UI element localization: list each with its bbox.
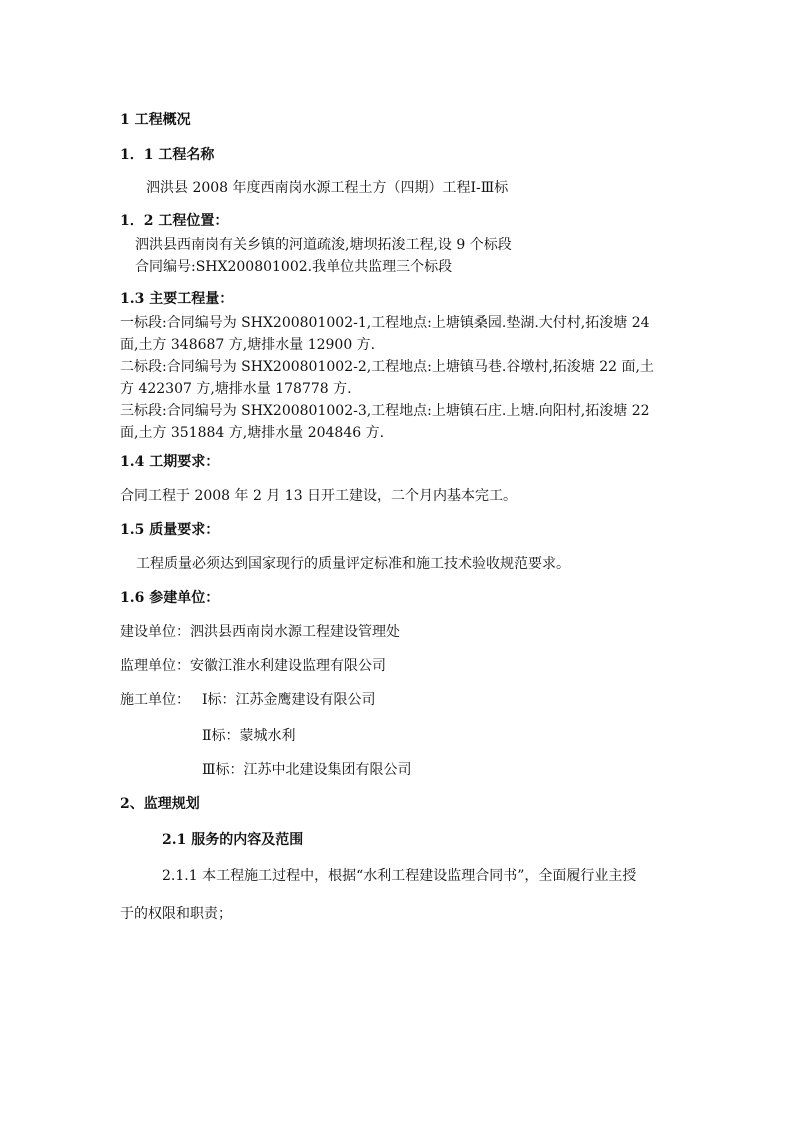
section-2-title: 2、监理规划 [120, 796, 200, 812]
quantity-line: 方 422307 方,塘排水量 178778 方. [120, 381, 352, 397]
quantity-line: 三标段:合同编号为 SHX200801002-3,工程地点:上塘镇石庄.上塘.向阳村,拓浚塘 22 [120, 403, 650, 419]
quantity-line: 面,土方 351884 方,塘排水量 204846 方. [120, 425, 385, 441]
section-1-5-heading: 1.5 质量要求： [120, 522, 220, 538]
owner-unit: 建设单位：泗洪县西南岗水源工程建设管理处 [120, 624, 400, 640]
supervisor-unit: 监理单位：安徽江淮水利建设监理有限公司 [120, 658, 386, 674]
section-1-2-heading: 1．2 工程位置： [120, 213, 229, 229]
location-line-2: 合同编号:SHX200801002.我单位共监理三个标段 [135, 259, 453, 275]
section-1-4-heading: 1.4 工期要求： [120, 454, 220, 470]
quality-text: 工程质量必须达到国家现行的质量评定标准和施工技术验收规范要求。 [136, 556, 570, 572]
section-1-1-heading: 1．1 工程名称 [120, 147, 215, 163]
contractor-label: 施工单位： [120, 692, 190, 708]
quantity-line: 一标段:合同编号为 SHX200801002-1,工程地点:上塘镇桑园.垫湖.大付村,拓浚塘 24 [120, 315, 650, 331]
section-1-6-heading: 1.6 参建单位： [120, 590, 220, 606]
section-1-3-heading: 1.3 主要工程量： [120, 291, 234, 307]
quantity-line: 面,土方 348687 方,塘排水量 12900 方. [120, 337, 376, 353]
location-line-1: 泗洪县西南岗有关乡镇的河道疏浚,塘坝拓浚工程,设 9 个标段 [135, 237, 512, 253]
contractor-item: Ⅱ标：蒙城水利 [202, 728, 296, 744]
quantity-line: 二标段:合同编号为 SHX200801002-2,工程地点:上塘镇马巷.谷墩村,拓浚塘 22 面,土 [120, 359, 654, 375]
service-paragraph-line-1: 2.1.1 本工程施工过程中，根据“水利工程建设监理合同书”，全面履行业主授 [162, 868, 637, 884]
contractor-item: Ⅲ标：江苏中北建设集团有限公司 [202, 762, 412, 778]
project-name-text: 泗洪县 2008 年度西南岗水源工程土方（四期）工程Ⅰ-Ⅲ标 [146, 180, 509, 196]
service-paragraph-line-2: 于的权限和职责； [120, 906, 232, 922]
section-1-title: 1 工程概况 [120, 112, 191, 128]
schedule-text: 合同工程于 2008 年 2 月 13 日开工建设，二个月内基本完工。 [120, 488, 518, 504]
contractor-item: Ⅰ标：江苏金鹰建设有限公司 [202, 692, 376, 708]
section-2-1-heading: 2.1 服务的内容及范围 [162, 832, 304, 848]
